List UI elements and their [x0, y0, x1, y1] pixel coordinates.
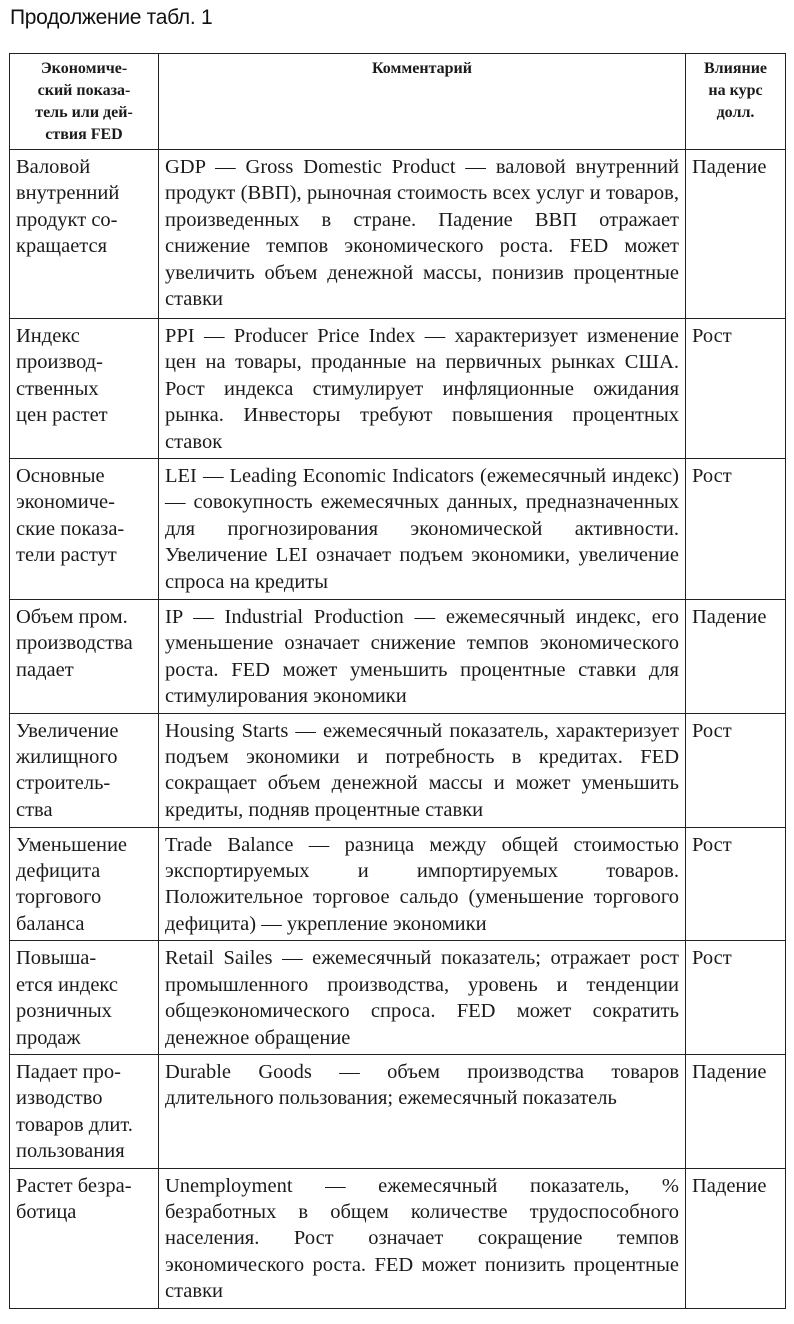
table-caption: Продолжение табл. 1 [10, 6, 213, 29]
effect-cell: Рост [686, 459, 786, 600]
table-row [10, 150, 786, 319]
header-comment: Комментарий [159, 54, 686, 150]
header-indicator: Экономиче- ский показа- тель или дей- ствия FED [10, 54, 159, 150]
table-row [10, 600, 786, 714]
effect-cell: Рост [686, 713, 786, 827]
comment-cell: Retail Sailes — ежемесячный показатель; отражает рост промышленного производства, уровень и тенденции общеэкономического спроса. FED может сократить денежное обращение [159, 941, 686, 1055]
comment-cell: Unemployment — ежемесячный показатель, % безработных в общем количестве трудоспособного населения. Рост означает сокращение темпов экономического роста. FED может понизить процентные ставки [159, 1168, 686, 1308]
table-row [10, 319, 786, 459]
comment-cell: LEI — Leading Economic Indicators (ежемесячный индекс) — совокупность ежемесячных данных, предназначенных для прогнозирования экономической активности. Увеличение LEI означает подъем экономики, увеличение спроса на кредиты [159, 459, 686, 600]
indicator-cell: Падает про- изводство товаров длит. пользования [10, 1054, 159, 1168]
table-header-row [10, 54, 786, 150]
comment-cell: PPI — Producer Price Index — характеризует изменение цен на товары, проданные на первичных рынках США. Рост индекса стимулирует инфляционные ожидания рынка. Инвесторы требуют повышения процентных ставок [159, 319, 686, 459]
effect-cell: Падение [686, 1168, 786, 1308]
table-row [10, 1054, 786, 1168]
table-row [10, 713, 786, 827]
effect-cell: Падение [686, 1054, 786, 1168]
table-row [10, 459, 786, 600]
effect-cell: Падение [686, 150, 786, 319]
comment-cell: Durable Goods — объем производства товаров длительного пользования; ежемесячный показатель [159, 1054, 686, 1168]
indicator-cell: Уменьшение дефицита торгового баланса [10, 827, 159, 941]
indicator-cell: Валовой внутренний продукт со- кращается [10, 150, 159, 319]
comment-cell: Trade Balance — разница между общей стоимостью экспортируемых и импортируемых товаров. Положительное торговое сальдо (уменьшение торгового дефицита) — укрепление экономики [159, 827, 686, 941]
table-row [10, 827, 786, 941]
indicator-cell: Объем пром. производства падает [10, 600, 159, 714]
table-row [10, 941, 786, 1055]
effect-cell: Рост [686, 827, 786, 941]
indicator-cell: Растет безра- ботица [10, 1168, 159, 1308]
indicators-table [9, 53, 786, 1309]
comment-cell: GDP — Gross Domestic Product — валовой внутренний продукт (ВВП), рыночная стоимость всех услуг и товаров, произведенных в стране. Падение ВВП отражает снижение темпов экономического роста. FED может увеличить объем денежной массы, понизив процентные ставки [159, 150, 686, 319]
comment-cell: Housing Starts — ежемесячный показатель, характеризует подъем экономики и потребность в кредитах. FED сокращает объем денежной массы и может уменьшить кредиты, подняв процентные ставки [159, 713, 686, 827]
effect-cell: Рост [686, 319, 786, 459]
comment-cell: IP — Industrial Production — ежемесячный индекс, его уменьшение означает снижение темпов экономического роста. FED может уменьшить процентные ставки для стимулирования экономики [159, 600, 686, 714]
indicator-cell: Повыша- ется индекс розничных продаж [10, 941, 159, 1055]
indicator-cell: Увеличение жилищного строитель- ства [10, 713, 159, 827]
effect-cell: Падение [686, 600, 786, 714]
header-effect: Влияние на курс долл. [686, 54, 786, 150]
effect-cell: Рост [686, 941, 786, 1055]
indicator-cell: Индекс производ- ственных цен растет [10, 319, 159, 459]
indicator-cell: Основные экономиче- ские показа- тели растут [10, 459, 159, 600]
table-row [10, 1168, 786, 1308]
